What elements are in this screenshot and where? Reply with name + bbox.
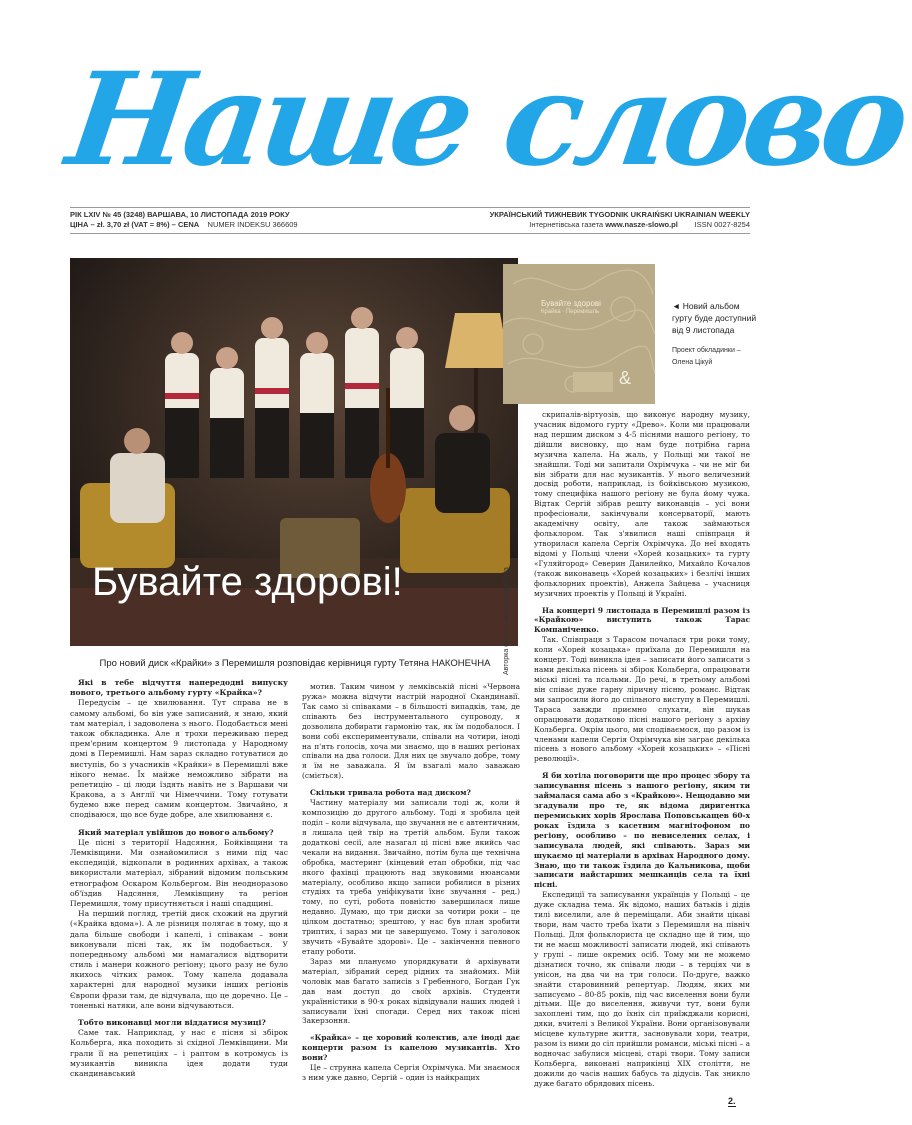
album-cover [503,264,655,404]
album-ampersand: & [619,368,632,388]
answer-paragraph: На перший погляд, третій диск схожий на другий («Крайка вдома»). А ле різниця полягає в тому, що я дала більше свободи і капелі, і співакам – вони виконували пісні так, як їм подобається. У попередньому альбомі ми намагалися відтворити стиль і манери кожного регіону; цього разу не було якихось чітких рамок. Тому капела додавала характерні для народної музики інших регіонів Європи фрази там, де відчувала, що це доречно. Це – тоненькі натяки, але вони відчуваються. [70,909,288,1010]
index-line: NUMER INDEKSU 366609 [207,220,298,229]
answer-paragraph: Саме так. Наприклад, у нас є пісня зі збірок Кольберга, яка походить зі східної Лемківщини. Ми грали її на репетиціях – і раптом в котромусь із музикантів виникла ідея додати туди скандинавський [70,1028,288,1078]
masthead-rule-top [70,207,750,208]
question-paragraph: Тобто виконавці могли віддатися музиці? [78,1018,266,1027]
album-note-caption: ◄ Новий альбом гурту буде доступний від 9 листопада [672,301,757,335]
web-url: www.nasze-slowo.pl [605,220,678,229]
question-paragraph: Скільки тривала робота над диском? [310,788,471,798]
album-title: Бувайте здорові [541,299,601,308]
question-paragraph: Які в тебе відчуття напередодні випуску нового, третього альбому гурту «Крайка»? [70,678,288,698]
question-paragraph: Я би хотіла поговорити ще про процес збору та записування пісень з нашого регіону, яким ти займалася сама або з «Крайкою». Нещодавно ми згадували про те, як відома диригентка перемиських хорів Ярослава Поповськащев 60-х роках їздила з касетним магнітофоном по регіону, особливо – по невиселених селах, і записувала людей, які співають. Зараз ми шукаємо ці матеріали в архівах Народного дому. Знаю, що ти також їздила до Кальникова, щоби записати найстарших мешканців села та їхні пісні. [534,771,750,890]
article-lede: Про новий диск «Крайки» з Перемишля розповідає керівниця гурту Тетяна НАКОНЕЧНА [99,658,491,669]
publication-info [480,210,750,230]
photo-headline: Бувайте здорові! [92,560,403,604]
answer-paragraph: мотив. Таким чином у лемківській пісні «Червона ружа» можна відчути настрій народної Скандинавії. Так само зі співаками – в більшості випадків, там, де співають без інструментального супроводу, я дозволила добирати гармонію так, як їм подобалося. І вони собі експериментували, співали на чотири, іноді на п'ять голосів, хоча ми знаємо, що в наших регіонах співали на два голоси. Для них це звучало добре, тому я їм не заважала. Я їм взагалі мало заважаю (сміється). [302,682,520,781]
answer-paragraph: Частину матеріалу ми записали тоді ж, коли й композицію до другого альбому. Тоді я зробила цей подiл – коли відчувала, що звучання не є автентичним, я лишала цей твір на третій альбом. Були також додаткові сесії, але назагал ці пісні вже якийсь час чекали на видання. Звичайно, потім була ще технічна обробка, мастеринг (кінцевий етап обробки, під час якого фахівці працюють над звуковими нюансами матеріалу, особливо якщо записи робилися в різних студіях та треба уніфікувати їхнє звучання – ред.) тому, по суті, робота повністю завершилася лише недавно. Думаю, що три диски за чотири роки – це цілком достатньо; зрештою, у нас був план зробити триптих, і зараз ми це завершуємо. Тому і заголовок звучить «Бувайте здорові». Це – закінчення певного етапу роботи. [302,798,520,956]
web-label: Інтернетівська газета [529,220,604,229]
page-number: 2. [728,1096,736,1106]
album-subtitle: Крайка · Перемишль [541,309,600,315]
masthead-rule-bottom [70,233,750,234]
answer-paragraph: Передусім – це хвилювання. Тут справа не в самому альбомі, бо він уже записаний, я знаю, який там матеріал, і задоволена з нього. Подобається мені також обкладинка. Але я трохи переживаю перед прем'єрним концертом 9 листопада у Народному домі в Перемишлі. Нам зараз складно готуватися до виступів, бо з учасників «Крайки» в Перемишлі вже нікого немає. Їх майже неможливо зібрати на репетицію – ці люди їздять навіть не з Варшави чи Кракова, а з Англії чи Німеччини. Тому готувати будемо вже перед самим концертом. Звичайно, я сподіваюся, що все буде добре, але хвилювання є. [70,698,288,820]
photo-credit: Авторка фото – Александра Руга [503,567,510,675]
answer-paragraph: Зараз ми плануємо упорядкувати й архівувати матеріал, зібраний серед рідних та знайомих. Мій чоловік мав багато записів з Гребенного, Богдан Гук дав нам доступ до своїх архівів. Студенти українністики в 90-х роках відвідували наших людей і записували їхні спогади. Серед них також пісні Закерзоння. [302,956,520,1026]
article-column-3 [534,410,750,1089]
answer-paragraph: скрипалів-віртуозів, що виконує народну музику, учасник відомого гурту «Древо». Коли ми працювали над першим диском з 4-5 піснями нашого регіону, то дійшли висновку, що нам буде потрібна гарна музична капела. На жаль, у Польщі ми такої не знайшли. Тоді ми запитали Охрімчука – чи не міг би він зібрати для нас музикантів. У нього величезний досвід роботи, наприклад, із бойківською музикою, тому специфіка нашого регіону не була йому чужа. Відтак Сергій зібрав решту виконавців – усі вони професіонали, закінчували консерваторії, мають академічну освіту, але також займаються фольклором. Так з'явилися наші співпраця й утворилася капела Сергія Охрімчука. До неї входять відомі у Польщі члени «Хорей козацьких» та гурту «Гуляйгород» Северин Данилейко, Михайло Кочалов (також виконавець «Хорей козацьких» і безлічі інших фольклорних проектів), Анжела Зайцева – учасниця музичних проектів у Польщі й Україні. [534,410,750,598]
article-column-1 [70,678,288,1079]
newspaper-logo [59,45,912,198]
answer-paragraph: Це – струнна капела Сергія Охрімчука. Ми знаємося з ним уже давно, Сергій – один із найкращих [302,1063,520,1083]
cover-credit-caption: Проект обкладинки – Олена Цікуй [672,347,741,366]
issue-line: РІК LXIV № 45 (3248) ВАРШАВА, 10 ЛИСТОПАДА 2019 РОКУ [70,210,290,219]
price-line: ЦІНА – zł. 3,70 zł (VAT = 8%) – CENA [70,220,200,229]
group-photo [70,258,518,646]
article-column-2 [302,682,520,1083]
question-paragraph: На концерті 9 листопада в Перемишлі разом із «Крайкою» виступить також Тарас Компаніченко. [534,605,750,635]
logo-text: Наше слово [59,45,912,195]
album-pattern [503,264,655,404]
issn: ISSN 0027-8254 [694,220,750,229]
issue-info [70,210,400,230]
answer-paragraph: Це пісні з території Надсяння, Бойківщини та Лемківщини. Ми ознайомилися з ними під час експедицій, відкопали в родинних архівах, а також використали матеріал, зібраний відомим польським етнографом Оскаром Кольбергом. Він неодноразово об'їздив Надсяння, Лемківщину та регіон Перемишля, тому присутняється і наші спадщині. [70,837,288,908]
answer-paragraph: Експедиції та записування українців у Польщі – це дуже складна тема. Як відомо, наших батьків і дідів тилі виселили, але й переміщали. Аби знайти цікаві твори, нам часто треба їхати з Перемишля на північ Польщі. Для фольклориста це складно ще й тим, що ти не маєш можливості записати людей, які співають у групі – лише окремих осіб. Тому ми не можемо дізнатися точно, як співали люди – в терціях чи в унісон, на два чи на три голоси. По-друге, важко знайти старовинний репертуар. Людям, яких ми записуємо – 80-85 років, під час виселення вони були дітьми. Ще до виселення, живучи тут, вони були захоплені тим, що до їхніх сіл приїжджали корисні, дяки, вчителі з Великої України. Вони організовували місцеве культурне життя, засновували хори, театри, разом із ними до сіл прийшли романси, міські пісні – а водночас забулися місцеві, старі твори. Тому записи Кольберга, виконані наприкінці XIX століття, не дожили до часів наших бабусь та дідусів. Так зникло дуже багато обрядових пісень. [534,890,750,1088]
question-paragraph: «Крайка» – це хоровий колектив, але іноді дає концерти разом із капелою музикантів. Хто вони? [302,1033,520,1063]
answer-paragraph: Так. Співпраця з Тарасом почалася три роки тому, коли «Хорей козацька» приїхала до Перемишля на концерт. Тоді виникла ідея – записати його записати з нами декілька пісень зі збірок Кольберга, опрацювати міські пісні та псальми. До речі, в третьому альбомі він співає дуже гарну ліричну пісню, романс. Відтак ми запросили його до спільного виступу в Перемишлі. Тараса завжди приємно слухати, він шукав опрацювати додатково пісні нашого регіону з архіву Кольберга. Окрім цього, ми сподіваємося, що разом із членами капели Сергія Охрімчука він заграє декілька пісень з нового альбому «Хорей козацьких» – «Пісні революції». [534,635,750,764]
question-paragraph: Який матеріал увійшов до нового альбому? [78,827,274,837]
masthead [0,0,912,210]
weekly-line: УКРАЇНСЬКИЙ ТИЖНЕВИК TYGODNIK UKRAIŃSKI UKRAINIAN WEEKLY [489,210,750,219]
